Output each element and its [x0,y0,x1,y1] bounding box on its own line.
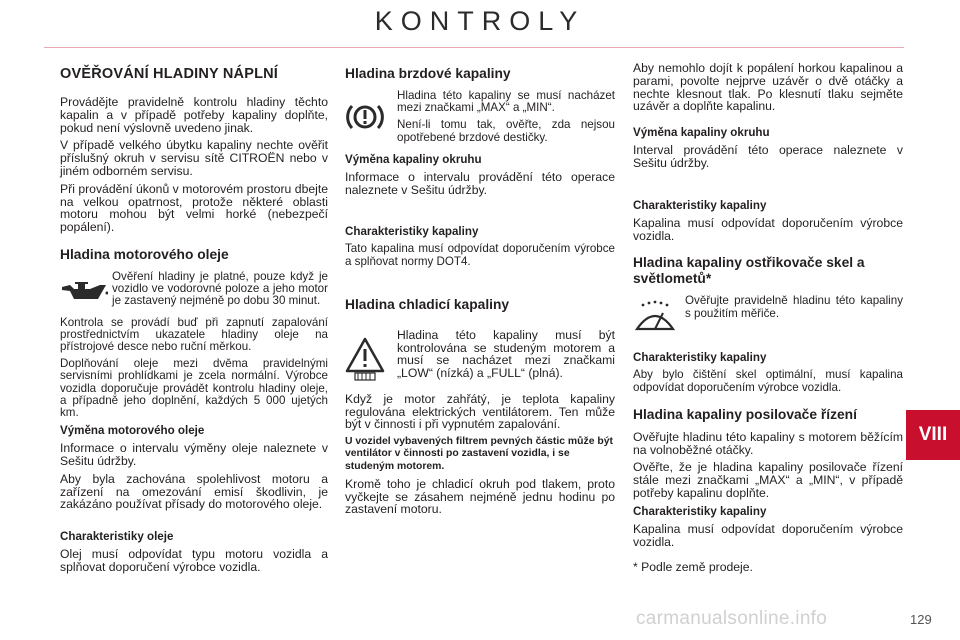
coolant-icon-block [345,329,615,389]
brake-icon-block [345,90,615,149]
intro-paragraph-3: Při provádění úkonů v motorovém prostoru dbejte na velkou opatrnost, protože některé oblasti motoru mohou být velmi horké (nebezpečí popálení). [60,181,328,235]
coolant-heading: Hladina chladicí kapaliny [345,296,510,312]
column-1 [60,62,328,579]
brake-level-text: Hladina této kapaliny se musí nacházet mezi značkami „MAX“ a „MIN“. [397,89,615,115]
coolant-level-text: Hladina této kapaliny musí být kontrolována se studeným motorem a musí se nacházet mezi značkami „LOW“ (nízká) a „FULL“ (plná). [397,327,615,381]
brake-change-text: Informace o intervalu provádění této operace naleznete v Sešitu údržby. [345,169,615,197]
coolant-fan-text: Když je motor zahřátý, je teplota kapaliny regulována elektrických ventilátorem. Ten může být v činnosti i při vypnutém zapalování. [345,391,615,432]
brake-spec-text: Tato kapalina musí odpovídat doporučením výrobce a splňovat normy DOT4. [345,242,615,268]
page-number: 129 [910,612,932,627]
oil-can-icon [60,279,108,303]
page-title: KONTROLY [374,6,586,36]
oil-change-heading: Výměna motorového oleje [60,424,205,438]
brake-fluid-heading: Hladina brzdové kapaliny [345,66,511,81]
power-steering-heading: Hladina kapaliny posilovače řízení [633,406,857,422]
oil-check-method: Kontrola se provádí buď při zapnutí zapalování prostřednictvím ukazatele hladiny oleje na přístrojové desce nebo ruční měrkou. [60,315,328,353]
oil-level-heading: Hladina motorového oleje [60,246,229,262]
steering-spec-text: Kapalina musí odpovídat doporučením výrobce vozidla. [633,521,903,549]
brake-spec-heading: Charakteristiky kapaliny [345,225,479,239]
washer-level-text: Ověřujte pravidelně hladinu této kapaliny s použitím měřiče. [685,294,903,320]
oil-additive-warning: Aby byla zachována spolehlivost motoru a zařízení na omezování emisí škodlivin, je zakázáno používat přísady do motorového oleje. [60,471,328,512]
brake-warning-icon [345,100,385,134]
intro-paragraph-2: V případě velkého úbytku kapaliny nechte ověřit příslušný okruh v servisu sítě CITROËN nebo v jiném odborném servisu. [60,138,328,178]
washer-spec-text: Aby bylo čištění skel optimální, musí kapalina odpovídat doporučením výrobce vozidla. [633,368,903,394]
oil-spec-text: Olej musí odpovídat typu motoru vozidla a splňovat doporučení výrobce vozidla. [60,547,328,574]
footnote: * Podle země prodeje. [633,560,753,575]
coolant-change-heading: Výměna kapaliny okruhu [633,126,770,140]
column-2 [345,62,615,521]
column-3 [633,62,903,579]
section-title-fluid-levels: OVĚŘOVÁNÍ HLADINY NÁPLNÍ [60,66,279,82]
steering-check-text: Ověřujte hladinu této kapaliny s motorem běžícím na volnoběžné otáčky. [633,429,903,457]
brake-pads-text: Není-li tomu tak, ověřte, zda nejsou opotřebené brzdové destičky. [397,118,615,144]
washer-fluid-heading: Hladina kapaliny ostřikovače skel a světlometů* [633,255,865,287]
header-divider [44,47,904,48]
oil-topup-info: Doplňování oleje mezi dvěma pravidelnými servisními prohlídkami je zcela normální. Výrobce vozidla doporučuje provádět kontrolu hladiny oleje, a případně jeho doplnění, každých 5 000 ujetých km. [60,357,328,419]
brake-change-heading: Výměna kapaliny okruhu [345,152,482,166]
oil-check-condition: Ověření hladiny je platné, pouze když je vozidlo ve vodorovné poloze a jeho motor je zastavený nejméně po dobu 30 minut. [112,269,328,308]
oil-spec-heading: Charakteristiky oleje [60,530,174,544]
chapter-tab: VIII [906,410,960,460]
watermark: carmanualsonline.info [636,608,828,629]
oil-change-interval: Informace o intervalu výměny oleje naleznete v Sešitu údržby. [60,441,328,468]
coolant-warning-icon [345,337,385,381]
coolant-pressure-text: Kromě toho je chladicí okruh pod tlakem, proto vyčkejte se zásahem nejméně jednu hodinu po zastavení motoru. [345,476,615,517]
coolant-cap-text: Aby nemohlo dojít k popálení horkou kapalinou a parami, povolte nejprve uzávěr o dvě otáčky a nechte klesnout tlak. Po klesnutí tlaku sejměte uzávěr a doplňte kapalinu. [633,61,903,114]
oil-icon-block [60,271,328,313]
washer-icon-block [633,295,903,339]
washer-fluid-icon [633,299,677,335]
coolant-dpf-note: U vozidel vybavených filtrem pevných částic může být ventilátor v činnosti po zastavení vozidla, i se studeným motorem. [345,436,613,472]
steering-spec-heading: Charakteristiky kapaliny [633,504,767,518]
coolant-spec-heading: Charakteristiky kapaliny [633,198,767,212]
coolant-spec-text: Kapalina musí odpovídat doporučením výrobce vozidla. [633,215,903,243]
coolant-change-text: Interval provádění této operace naleznete v Sešitu údržby. [633,143,903,170]
steering-level-text: Ověřte, že je hladina kapaliny posilovače řízení stále mezi značkami „MAX“ a „MIN“, v případě potřeby kapalinu doplňte. [633,460,903,500]
intro-paragraph-1: Provádějte pravidelně kontrolu hladiny těchto kapalin a v případě potřeby kapaliny doplňte, pokud není výslovně uvedeno jinak. [60,95,328,135]
washer-spec-heading: Charakteristiky kapaliny [633,351,767,365]
